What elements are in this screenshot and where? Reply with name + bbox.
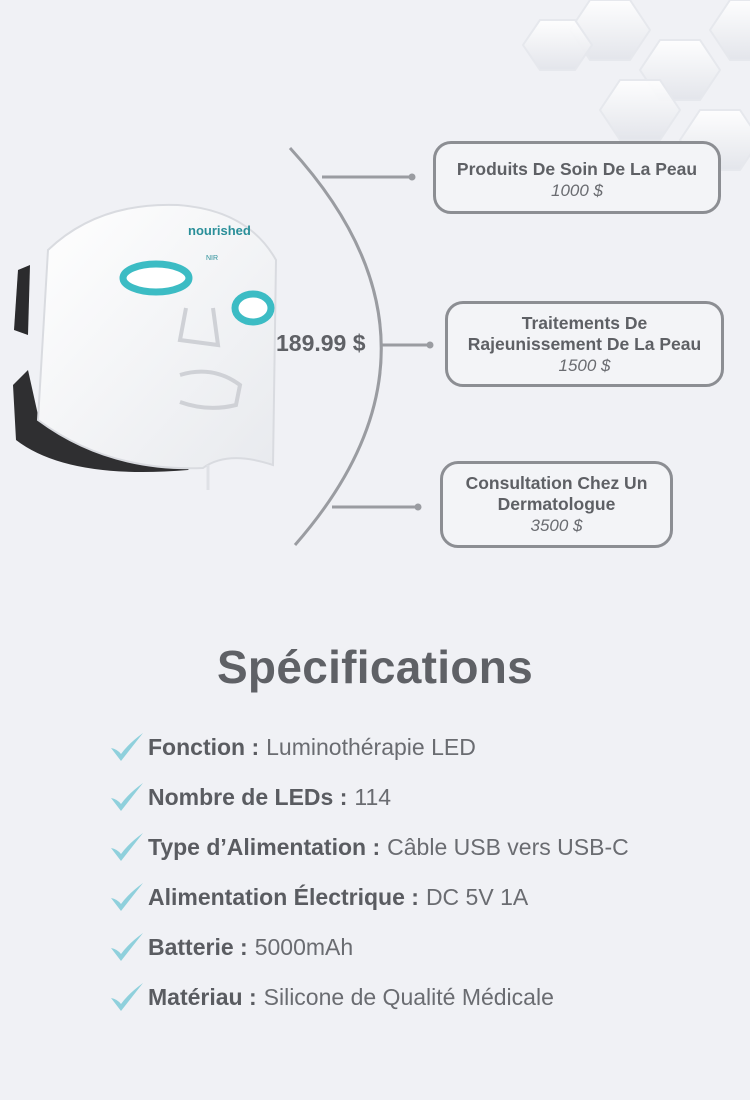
spec-value: 5000mAh (254, 933, 354, 960)
svg-text:nourished: nourished (188, 223, 251, 238)
spec-item (108, 872, 629, 922)
specifications-list (108, 722, 629, 1022)
comparison-title: Produits De Soin De La Peau (456, 159, 698, 179)
comparison-card-dermatologist (440, 461, 673, 548)
comparison-title-line2: Rajeunissement De La Peau (467, 334, 702, 354)
spec-label: Type d’Alimentation : (148, 833, 381, 860)
spec-value: 114 (354, 783, 392, 810)
comparison-title-line1: Consultation Chez Un (465, 473, 648, 493)
checkmark-icon (108, 780, 146, 814)
spec-label: Batterie : (148, 933, 248, 960)
comparison-card-rejuvenation (445, 301, 724, 387)
svg-text:NIR: NIR (206, 255, 219, 262)
comparison-card-skincare (433, 141, 721, 214)
spec-label: Alimentation Électrique : (148, 883, 419, 910)
comparison-title-line1: Traitements De (521, 313, 648, 333)
spec-value: Silicone de Qualité Médicale (263, 983, 554, 1010)
spec-label: Matériau : (148, 983, 257, 1010)
led-mask-image (8, 180, 308, 500)
comparison-price: 1000 $ (551, 181, 603, 200)
checkmark-icon (108, 880, 146, 914)
checkmark-icon (108, 930, 146, 964)
spec-item (108, 822, 629, 872)
spec-item (108, 772, 629, 822)
spec-value: Luminothérapie LED (266, 733, 476, 760)
specifications-heading: Spécifications (216, 641, 534, 693)
spec-label: Nombre de LEDs : (148, 783, 348, 810)
checkmark-icon (108, 730, 146, 764)
spec-item (108, 922, 629, 972)
spec-item (108, 972, 629, 1022)
comparison-price: 1500 $ (558, 356, 611, 375)
comparison-price: 3500 $ (530, 516, 583, 535)
product-price: 189.99 $ (276, 330, 366, 356)
spec-label: Fonction : (148, 733, 260, 760)
checkmark-icon (108, 980, 146, 1014)
spec-value: DC 5V 1A (425, 883, 529, 910)
spec-item (108, 722, 629, 772)
comparison-title-line2: Dermatologue (497, 494, 616, 514)
spec-value: Câble USB vers USB-C (387, 833, 629, 860)
checkmark-icon (108, 830, 146, 864)
